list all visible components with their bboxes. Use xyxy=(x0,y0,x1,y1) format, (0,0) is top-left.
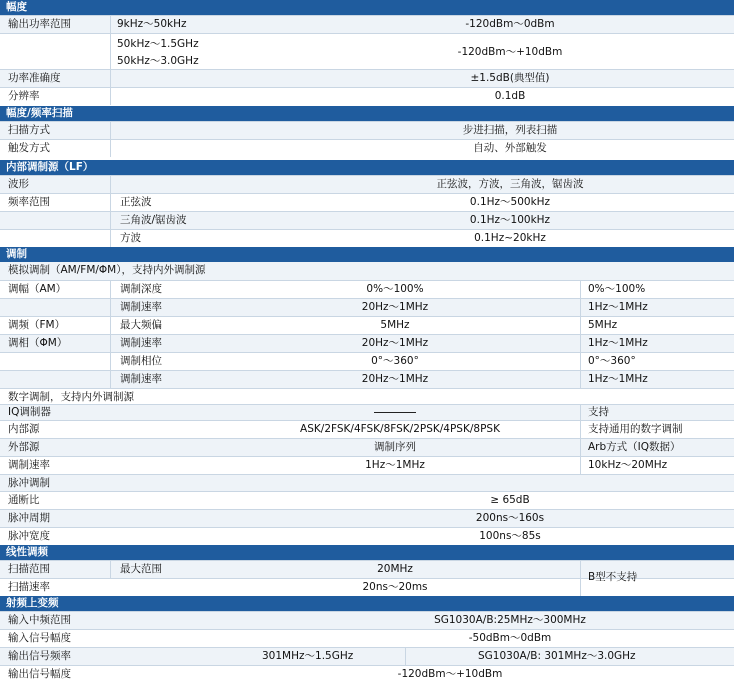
row-sublabel: 正弦波 xyxy=(120,196,152,208)
section-title: 内部调制源（LF） xyxy=(6,161,94,173)
table-row xyxy=(0,527,734,545)
row-value: 步进扫描，列表扫描 xyxy=(462,124,558,136)
subsection-title: 模拟调制（AM/FM/ΦM），支持内外调制源 xyxy=(8,264,206,276)
row-value: 0.1Hz~20kHz xyxy=(474,232,546,244)
dash-mark xyxy=(300,405,490,420)
section-title: 射频上变频 xyxy=(6,597,59,609)
row-value: ≥ 65dB xyxy=(490,494,530,506)
row-sublabel: 50kHz～3.0GHz xyxy=(117,55,199,67)
value-type-a: 5MHz xyxy=(380,319,410,331)
table-row xyxy=(0,420,734,438)
row-sublabel: 9kHz～50kHz xyxy=(117,18,187,30)
table-row xyxy=(0,280,734,298)
value-type-a: 0%～100% xyxy=(366,283,424,295)
table-row xyxy=(0,647,734,665)
type-b-note: B型不支持 xyxy=(588,571,638,583)
row-label: 输出功率范围 xyxy=(8,18,71,30)
row-value: -120dBm～0dBm xyxy=(465,18,555,30)
table-row xyxy=(0,229,734,247)
table-row xyxy=(0,456,734,474)
table-row xyxy=(0,474,734,491)
row-label: 触发方式 xyxy=(8,142,50,154)
value-type-a: 调制序列 xyxy=(374,441,416,453)
table-row xyxy=(0,611,734,629)
row-sublabel: 调制相位 xyxy=(120,355,162,367)
row-value: 自动、外部触发 xyxy=(473,142,547,154)
value-type-b: 1Hz～1MHz xyxy=(588,373,648,385)
row-sublabel: 50kHz～1.5GHz xyxy=(117,38,199,50)
value-type-b: 10kHz～20MHz xyxy=(588,459,668,471)
table-row xyxy=(0,491,734,509)
value-type-a: 0°～360° xyxy=(371,355,419,367)
row-sublabel: 方波 xyxy=(120,232,141,244)
row-sublabel: 调制速率 xyxy=(120,337,162,349)
value-type-a: 20MHz xyxy=(377,563,413,575)
row-label: 分辨率 xyxy=(8,90,40,102)
table-row xyxy=(0,370,734,388)
table-row xyxy=(0,352,734,370)
row-sublabel: 调制速率 xyxy=(120,373,162,385)
row-label: 波形 xyxy=(8,178,29,190)
value-type-b: SG1030A/B: 301MHz～3.0GHz xyxy=(478,650,636,662)
row-label: 调相（ΦM） xyxy=(8,337,68,349)
table-row xyxy=(0,404,734,420)
subsection-title: 数字调制，支持内外调制源 xyxy=(8,391,134,403)
value-type-a: 20Hz～1MHz xyxy=(361,301,429,313)
row-value: 0.1Hz～500kHz xyxy=(469,196,551,208)
table-row xyxy=(0,193,734,211)
table-row xyxy=(0,629,734,647)
row-value: 200ns～160s xyxy=(475,512,545,524)
row-sublabel: 调制速率 xyxy=(120,301,162,313)
section-header-modulation xyxy=(0,247,734,262)
row-value: -50dBm～0dBm xyxy=(468,632,552,644)
row-label: 脉冲宽度 xyxy=(8,530,50,542)
section-title: 调制 xyxy=(6,248,27,260)
row-label: 输出信号频率 xyxy=(8,650,71,662)
row-label: 调频（FM） xyxy=(8,319,66,331)
table-row xyxy=(0,262,734,280)
row-label: 脉冲周期 xyxy=(8,512,50,524)
subsection-title: 脉冲调制 xyxy=(8,477,50,489)
row-sublabel: 最大频偏 xyxy=(120,319,162,331)
row-sublabel: 调制深度 xyxy=(120,283,162,295)
section-header-lf xyxy=(0,160,734,175)
section-header-sweep xyxy=(0,106,734,121)
table-row xyxy=(0,509,734,527)
row-value: 100ns～85s xyxy=(479,530,541,542)
table-row xyxy=(0,33,734,69)
row-label: 输出信号幅度 xyxy=(8,668,71,680)
row-sublabel: 最大范围 xyxy=(120,563,162,575)
table-row xyxy=(0,438,734,456)
section-header-amplitude xyxy=(0,0,734,15)
row-label: 外部源 xyxy=(8,441,40,453)
row-value: 0.1dB xyxy=(494,90,526,102)
table-row xyxy=(0,388,734,404)
table-row xyxy=(0,121,734,139)
section-title: 幅度 xyxy=(6,1,27,13)
table-row xyxy=(0,69,734,87)
table-row xyxy=(0,139,734,157)
row-value: -120dBm～+10dBm xyxy=(457,46,563,58)
section-title: 幅度/频率扫描 xyxy=(6,107,73,119)
row-label: 扫描范围 xyxy=(8,563,50,575)
table-row xyxy=(0,334,734,352)
row-value: 0.1Hz～100kHz xyxy=(469,214,551,226)
row-label: 调幅（AM） xyxy=(8,283,67,295)
row-label: 内部源 xyxy=(8,423,40,435)
row-label: 扫描速率 xyxy=(8,581,50,593)
table-row xyxy=(0,316,734,334)
row-label: 输入中频范围 xyxy=(8,614,71,626)
row-label: IQ调制器 xyxy=(8,406,51,418)
table-row xyxy=(0,15,734,33)
row-value: ±1.5dB(典型值) xyxy=(470,72,550,84)
section-header-upconvert xyxy=(0,596,734,611)
row-value: SG1030A/B:25MHz～300MHz xyxy=(434,614,586,626)
table-row xyxy=(0,665,734,684)
value-type-a: 1Hz～1MHz xyxy=(365,459,425,471)
value-type-b: 1Hz～1MHz xyxy=(588,337,648,349)
value-type-b: 支持 xyxy=(588,406,609,418)
row-value: 正弦波，方波，三角波，锯齿波 xyxy=(436,178,584,190)
row-label: 扫描方式 xyxy=(8,124,50,136)
row-label: 频率范围 xyxy=(8,196,50,208)
value-type-a: 20Hz～1MHz xyxy=(361,337,429,349)
row-label: 调制速率 xyxy=(8,459,50,471)
value-type-b: 0%～100% xyxy=(588,283,646,295)
value-type-a: ASK/2FSK/4FSK/8FSK/2PSK/4PSK/8PSK xyxy=(300,423,500,435)
row-label: 输入信号幅度 xyxy=(8,632,71,644)
row-label: 通断比 xyxy=(8,494,40,506)
section-header-linear-sweep xyxy=(0,545,734,560)
section-title: 线性调频 xyxy=(6,546,48,558)
value-type-b: 1Hz～1MHz xyxy=(588,301,648,313)
row-value: -120dBm～+10dBm xyxy=(397,668,503,680)
row-label: 功率准确度 xyxy=(8,72,61,84)
value-type-b: Arb方式（IQ数据） xyxy=(588,441,681,453)
table-row xyxy=(0,298,734,316)
table-row xyxy=(0,175,734,193)
value-type-b: 0°～360° xyxy=(588,355,636,367)
value-type-a: 20Hz～1MHz xyxy=(361,373,429,385)
value-type-a: 301MHz～1.5GHz xyxy=(262,650,354,662)
table-row xyxy=(0,87,734,105)
value-type-b: 支持通用的数字调制 xyxy=(588,423,683,435)
table-row xyxy=(0,211,734,229)
row-sublabel: 三角波/锯齿波 xyxy=(120,214,187,226)
value-type-a: 20ns～20ms xyxy=(362,581,428,593)
value-type-b: 5MHz xyxy=(588,319,618,331)
